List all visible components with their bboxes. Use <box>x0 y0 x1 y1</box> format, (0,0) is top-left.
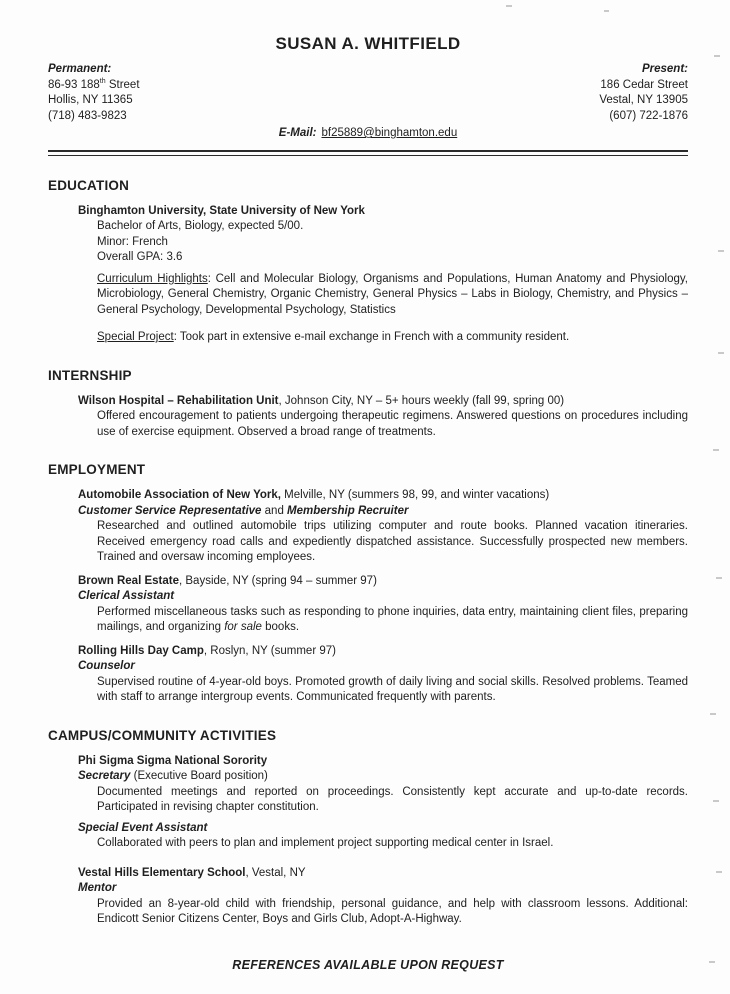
scan-speck <box>716 577 722 579</box>
scan-speck <box>718 250 724 252</box>
job-employer: Automobile Association of New York, Melville, NY (summers 98, 99, and winter vacations) <box>78 489 550 501</box>
scan-speck <box>713 449 719 451</box>
activity-role: Secretary (Executive Board position) <box>78 770 268 782</box>
activity-vestal-hills <box>78 866 688 928</box>
scan-speck <box>716 871 722 873</box>
special-project-label: Special Project <box>97 331 174 343</box>
activity-description: Collaborated with peers to plan and implement project supporting medical center in Israel. <box>97 837 554 849</box>
education-details <box>97 219 688 266</box>
permanent-address <box>48 62 140 124</box>
present-city: Vestal, NY 13905 <box>599 94 688 106</box>
job-description: Supervised routine of 4-year-old boys. Promoted growth of daily living and social skills. Resolved problems. Teamed with staff to arrange intergroup events. Communicated frequently with parents. <box>97 675 688 703</box>
education-minor: Minor: French <box>97 235 168 248</box>
job-title: Clerical Assistant <box>78 590 175 602</box>
job-title: Counselor <box>78 660 135 672</box>
job-employer: Rolling Hills Day Camp, Roslyn, NY (summer 97) <box>78 644 336 657</box>
activity-sorority <box>78 754 688 852</box>
present-label: Present: <box>641 63 688 75</box>
scan-speck <box>718 352 724 354</box>
section-education <box>48 177 688 346</box>
education-gpa: Overall GPA: 3.6 <box>97 251 183 263</box>
present-address <box>599 62 688 124</box>
activity-description: Provided an 8-year-old child with friendship, personal guidance, and help with classroom lessons. Additional: Endicott Senior Citizens Center, Boys and Girls Club, Adopt-A-Highway. <box>97 897 688 925</box>
permanent-phone: (718) 483-9823 <box>48 109 127 122</box>
curriculum-label: Curriculum Highlights <box>97 272 208 285</box>
scan-speck <box>709 961 715 963</box>
scan-speck <box>713 800 719 802</box>
activity-org: Vestal Hills Elementary School, Vestal, NY <box>78 866 306 879</box>
education-heading: EDUCATION <box>48 177 130 193</box>
job-description: Researched and outlined automobile trips utilizing computer and route books. Planned vacation itineraries. Received emergency road calls and expediently dispatched assistance. Successfully prospected new members. Trained and oversaw incoming employees. <box>97 520 688 563</box>
job-employer: Brown Real Estate, Bayside, NY (spring 94 – summer 97) <box>78 574 377 587</box>
section-internship <box>48 367 688 441</box>
email-line <box>48 126 688 142</box>
for-sale-emphasis: for sale <box>224 621 262 633</box>
contact-block <box>48 62 688 124</box>
email-label: E-Mail: <box>278 127 317 139</box>
employment-heading: EMPLOYMENT <box>48 462 146 477</box>
job-rolling-hills <box>78 644 688 706</box>
internship-employer: Wilson Hospital – Rehabilitation Unit, Johnson City, NY – 5+ hours weekly (fall 99, spring 00) <box>78 394 565 407</box>
scan-speck <box>710 713 716 715</box>
internship-description: Offered encouragement to patients undergoing therapeutic regimens. Answered questions on procedures including use of exercise equipment. Observed a broad range of treatments. <box>97 410 688 438</box>
education-school: Binghamton University, State University of New York <box>78 204 365 217</box>
permanent-city: Hollis, NY 11365 <box>48 94 133 106</box>
candidate-name: SUSAN A. WHITFIELD <box>275 34 461 53</box>
job-aaa <box>78 488 688 566</box>
present-phone: (607) 722-1876 <box>609 109 688 122</box>
email-address: bf25889@binghamton.edu <box>321 127 458 139</box>
section-campus-community <box>48 727 688 928</box>
activity-role: Special Event Assistant <box>78 821 208 834</box>
references-note: REFERENCES AVAILABLE UPON REQUEST <box>232 957 504 972</box>
internship-heading: INTERNSHIP <box>48 367 132 383</box>
job-brown <box>78 574 688 636</box>
campus-heading: CAMPUS/COMMUNITY ACTIVITIES <box>48 727 277 743</box>
header-divider <box>48 150 688 156</box>
activity-org: Phi Sigma Sigma National Sorority <box>78 754 268 767</box>
special-project: Special Project: Took part in extensive e-mail exchange in French with a community resident. <box>97 331 570 343</box>
permanent-label: Permanent: <box>48 63 112 75</box>
education-degree: Bachelor of Arts, Biology, expected 5/00. <box>97 220 304 232</box>
permanent-street: 86-93 188th Street <box>48 77 140 91</box>
activity-role: Mentor <box>78 882 117 894</box>
present-street: 186 Cedar Street <box>600 78 688 91</box>
scan-speck <box>604 10 609 12</box>
curriculum-highlights: Curriculum Highlights: Cell and Molecular Biology, Organisms and Populations, Human Anatomy and Physiology, Microbiology, General Chemistry, Organic Chemistry, General Physics – Labs in Biology, Chemistry, and Physics – General Psychology, Developmental Psychology, Statistics <box>97 272 688 316</box>
scan-speck <box>506 5 512 7</box>
scan-speck <box>714 55 720 57</box>
activity-description: Documented meetings and reported on proceedings. Consistently kept accurate and up-to-date records. Participated in revising chapter constitution. <box>97 785 688 813</box>
section-employment <box>48 461 688 706</box>
job-description: Performed miscellaneous tasks such as responding to phone inquiries, data entry, maintaining client files, preparing mailings, and organizing for sale books. <box>97 605 688 633</box>
job-title: Customer Service Representative and Membership Recruiter <box>78 504 409 517</box>
street-ordinal-suffix: th <box>99 77 106 85</box>
